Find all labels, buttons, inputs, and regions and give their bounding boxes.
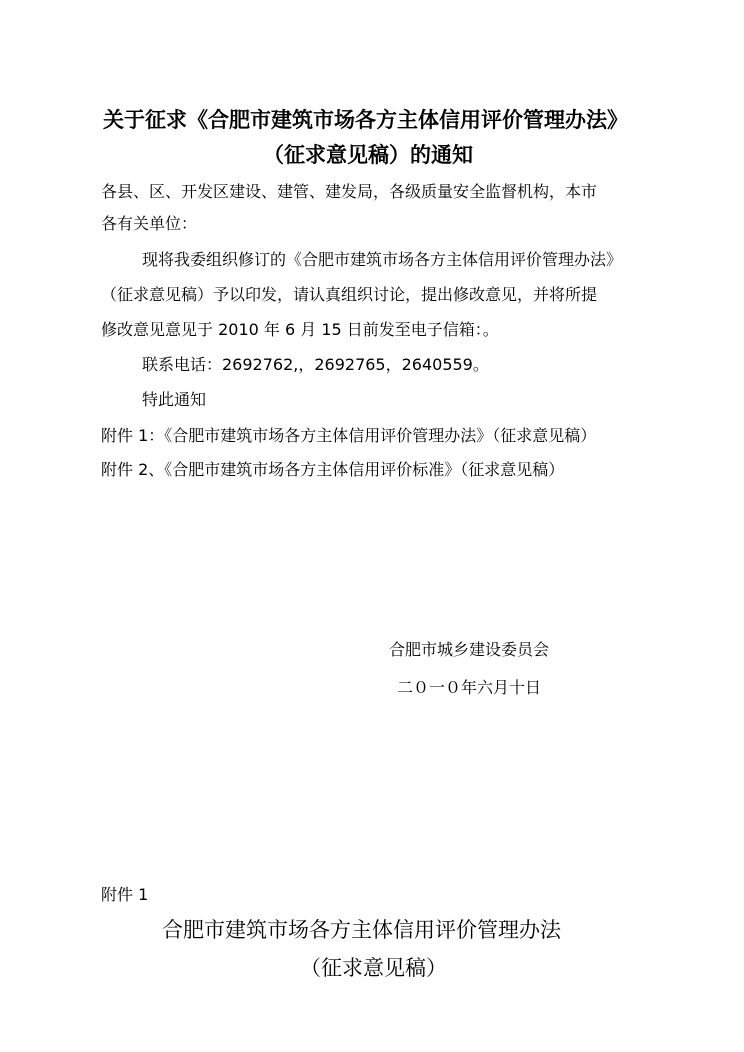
attachment-subtitle: （征求意见稿）: [300, 956, 447, 980]
attachment-label: 附件 1: [101, 885, 149, 904]
issuer-name: 合肥市城乡建设委员会: [389, 640, 550, 659]
issue-date: 二０一０年六月十日: [397, 678, 542, 697]
attachment-2-line: 附件 2、《合肥市建筑市场各方主体信用评价标准》（征求意见稿）: [101, 460, 565, 479]
paragraph-line-3: 修改意见意见于 2010 年 6 月 15 日前发至电子信箱：。: [101, 320, 499, 339]
attachment-title: 合肥市建筑市场各方主体信用评价管理办法: [162, 918, 561, 942]
paragraph-line-2: （征求意见稿）予以印发，请认真组织讨论，提出修改意见，并将所提: [101, 285, 598, 304]
notice-title-line-1: 关于征求《合肥市建筑市场各方主体信用评价管理办法》: [103, 108, 628, 132]
attachment-1-line: 附件 1：《合肥市建筑市场各方主体信用评价管理办法》（征求意见稿）: [101, 426, 597, 445]
notice-title-line-2: （征求意见稿）的通知: [263, 143, 473, 167]
recipients-line-1: 各县、区、开发区建设、建管、建发局，各级质量安全监督机构，本市: [101, 182, 598, 201]
closing-text: 特此通知: [142, 390, 207, 409]
recipients-line-2: 各有关单位：: [101, 214, 198, 233]
contact-phone: 联系电话：2692762,，2692765，2640559。: [142, 355, 489, 374]
paragraph-line-1: 现将我委组织修订的《合肥市建筑市场各方主体信用评价管理办法》: [142, 250, 623, 269]
